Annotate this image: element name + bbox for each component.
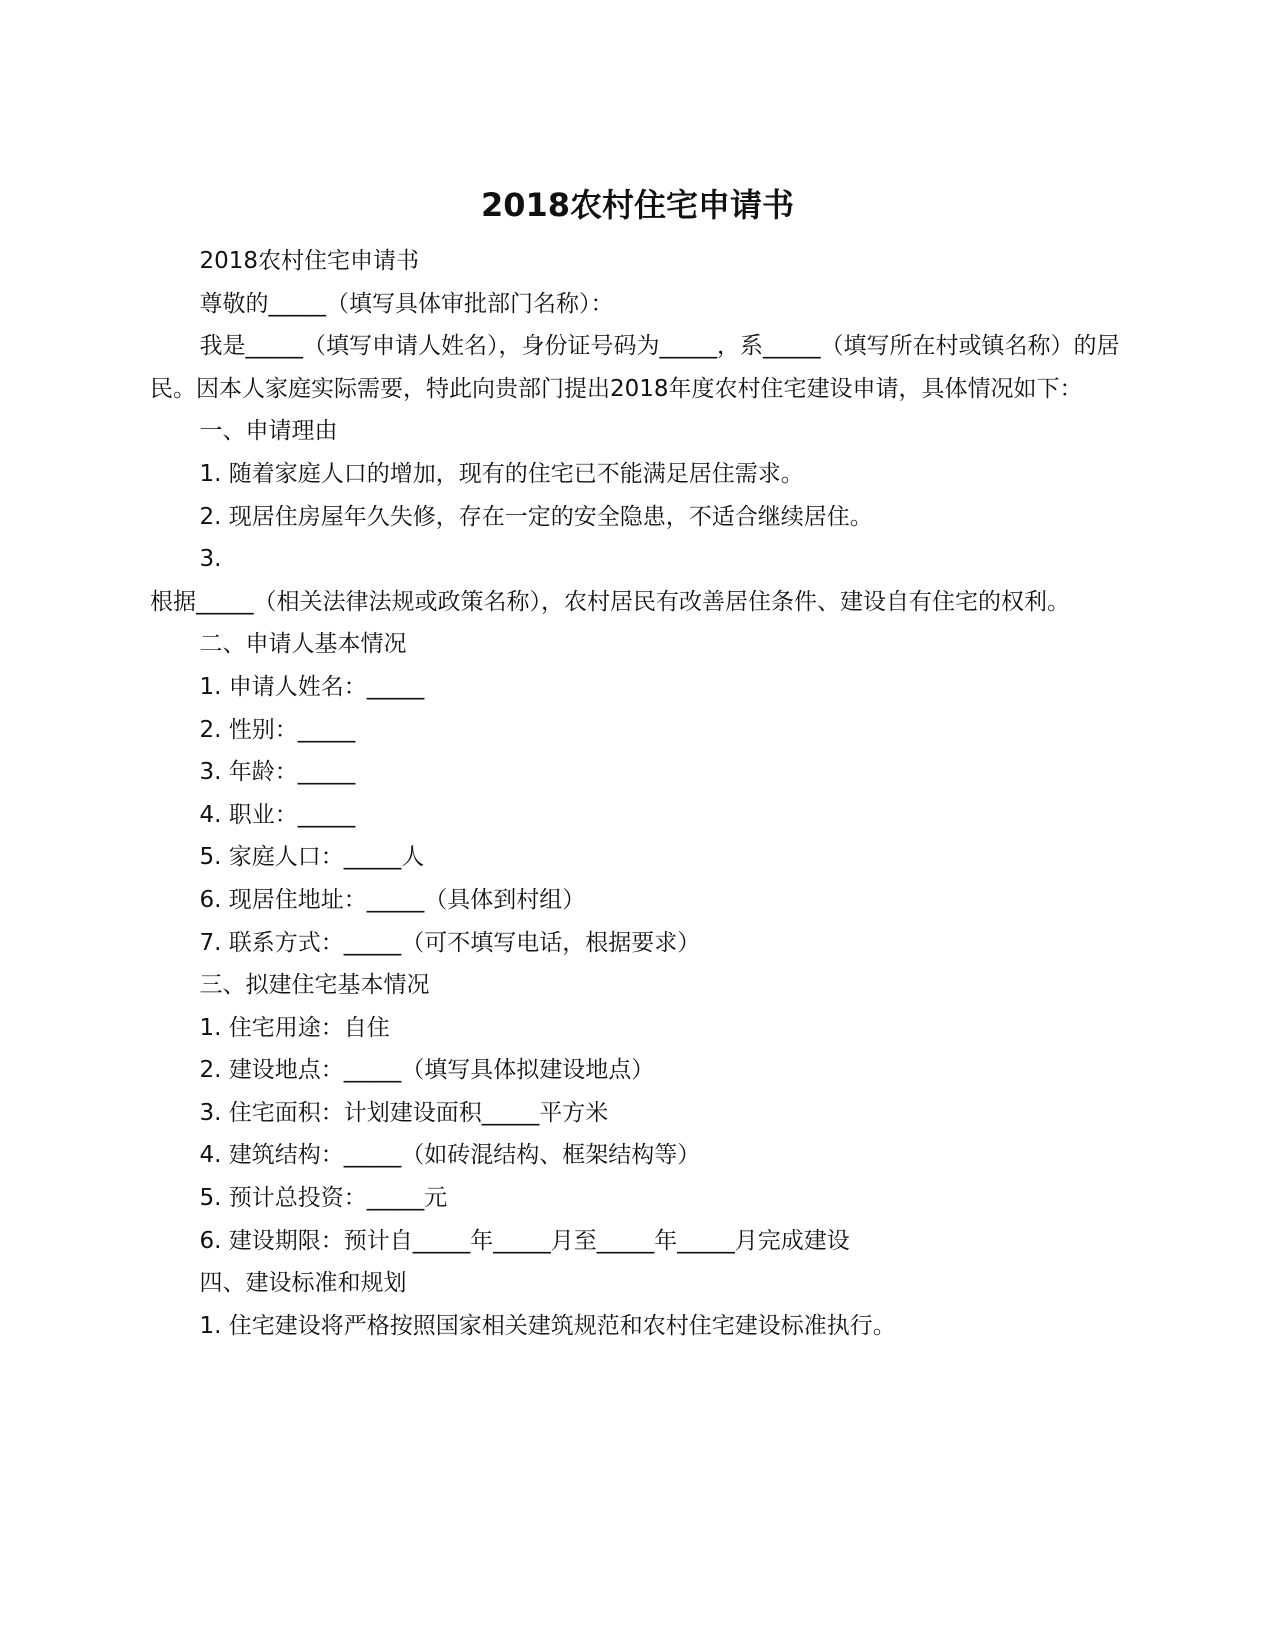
reason-item-3: 3. [199,546,222,573]
section-heading-applicant: 二、申请人基本情况 [199,631,407,658]
housing-investment: 5. 预计总投资：_____元 [199,1185,448,1212]
applicant-address: 6. 现居住地址：_____（具体到村组） [199,886,586,913]
applicant-household: 5. 家庭人口：_____人 [199,844,425,871]
applicant-name: 1. 申请人姓名：_____ [199,673,425,700]
paragraph-subtitle: 2018农村住宅申请书 [199,248,419,274]
housing-area: 3. 住宅面积：计划建设面积_____平方米 [199,1099,609,1126]
housing-purpose: 1. 住宅用途：自住 [199,1014,390,1041]
standards-item-1: 1. 住宅建设将严格按照国家相关建筑规范和农村住宅建设标准执行。 [199,1312,896,1339]
applicant-age: 3. 年龄：_____ [199,759,356,786]
reason-item-2: 2. 现居住房屋年久失修，存在一定的安全隐患，不适合继续居住。 [199,503,873,530]
housing-period: 6. 建设期限：预计自_____年_____月至_____年_____月完成建设 [199,1227,850,1254]
paragraph-salutation: 尊敬的_____（填写具体审批部门名称）： [199,290,614,317]
section-heading-reasons: 一、申请理由 [199,418,338,445]
housing-structure: 4. 建筑结构：_____（如砖混结构、框架结构等） [199,1142,701,1169]
applicant-occupation: 4. 职业：_____ [199,801,356,828]
document-title: 2018农村住宅申请书 [480,186,795,224]
section-heading-standards: 四、建设标准和规划 [199,1270,407,1297]
document-body [150,240,1120,1347]
paragraph-intro: 我是_____（填写申请人姓名），身份证号码为_____，系_____（填写所在村或镇名称）的居民。因本人家庭实际需要，特此向贵部门提出2018年度农村住宅建设申请，具体情况如下： [150,333,1120,402]
section-heading-housing: 三、拟建住宅基本情况 [199,972,430,999]
applicant-gender: 2. 性别：_____ [199,716,356,743]
applicant-contact: 7. 联系方式：_____（可不填写电话，根据要求） [199,929,701,956]
housing-location: 2. 建设地点：_____（填写具体拟建设地点） [199,1057,655,1084]
reason-item-3-text: 根据_____（相关法律法规或政策名称），农村居民有改善居住条件、建设自有住宅的权利。 [150,588,1070,615]
reason-item-1: 1. 随着家庭人口的增加，现有的住宅已不能满足居住需求。 [199,460,804,487]
